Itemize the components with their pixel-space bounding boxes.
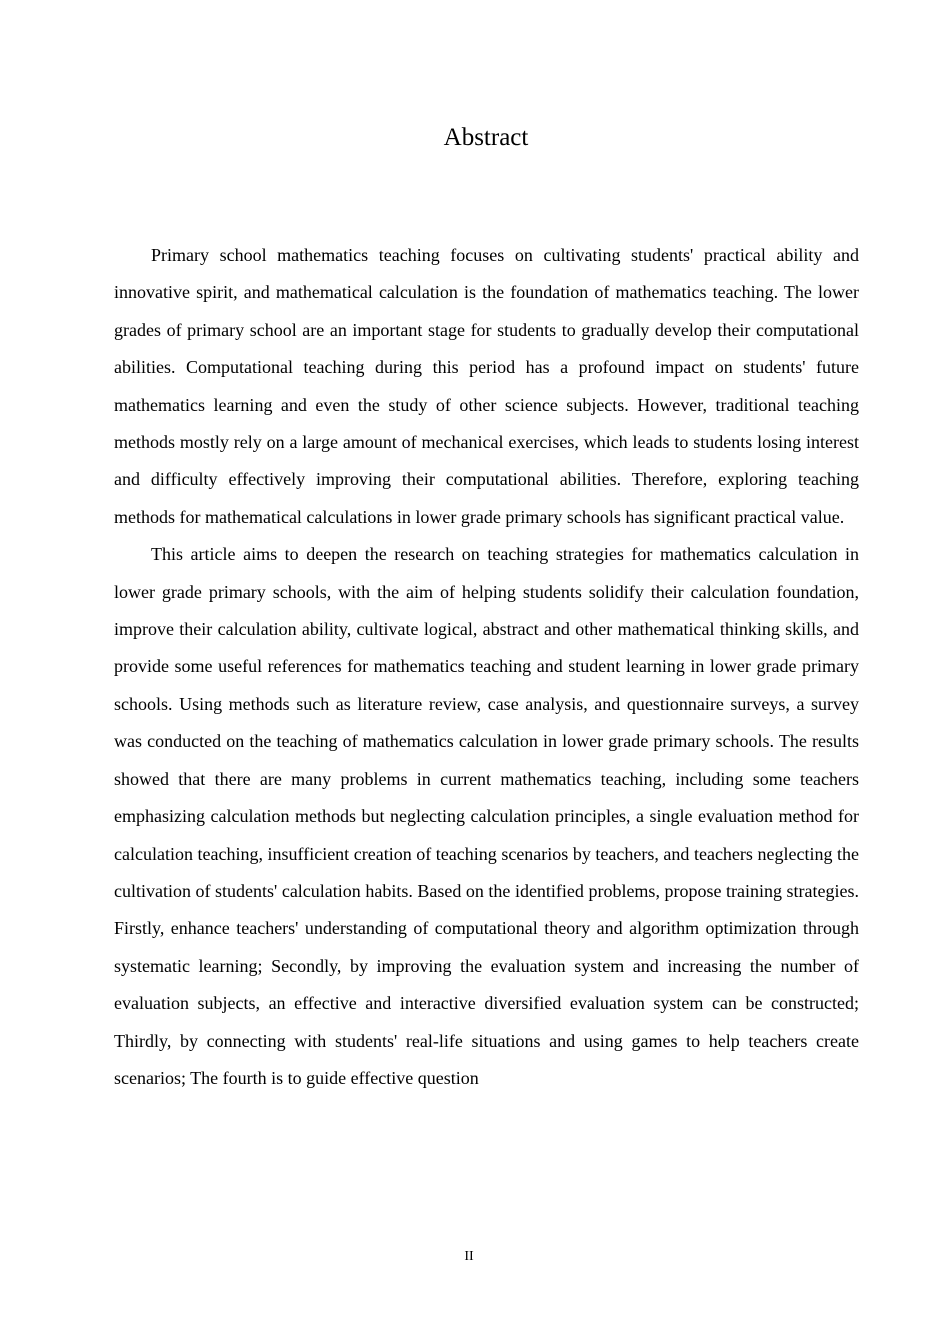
page-number: II [464,1249,474,1264]
abstract-paragraph-2: This article aims to deepen the research on teaching strategies for mathematics calculation in lower grade primary schools, with the aim of helping students solidify their calculation foundation, improve their calculation ability, cultivate logical, abstract and other mathematical thinking skills, and provide some useful references for mathematics teaching and student learning in lower grade primary schools. Using methods such as literature review, case analysis, and questionnaire surveys, a survey was conducted on the teaching of mathematics calculation in lower grade primary schools. The results showed that there are many problems in current mathematics teaching, including some teachers emphasizing calculation methods but neglecting calculation principles, a single evaluation method for calculation teaching, insufficient creation of teaching scenarios by teachers, and teachers neglecting the cultivation of students' calculation habits. Based on the identified problems, propose training strategies. Firstly, enhance teachers' understanding of computational theory and algorithm optimization through systematic learning; Secondly, by improving the evaluation system and increasing the number of evaluation subjects, an effective and interactive diversified evaluation system can be constructed; Thirdly, by connecting with students' real-life situations and using games to help teachers create scenarios; The fourth is to guide effective question [114,544,859,1088]
abstract-body [114,237,859,1097]
abstract-paragraph-1: Primary school mathematics teaching focuses on cultivating students' practical ability and innovative spirit, and mathematical calculation is the foundation of mathematics teaching. The lower grades of primary school are an important stage for students to gradually develop their computational abilities. Computational teaching during this period has a profound impact on students' future mathematics learning and even the study of other science subjects. However, traditional teaching methods mostly rely on a large amount of mechanical exercises, which leads to students losing interest and difficulty effectively improving their computational abilities. Therefore, exploring teaching methods for mathematical calculations in lower grade primary schools has significant practical value. [114,245,859,527]
abstract-title: Abstract [443,124,529,151]
